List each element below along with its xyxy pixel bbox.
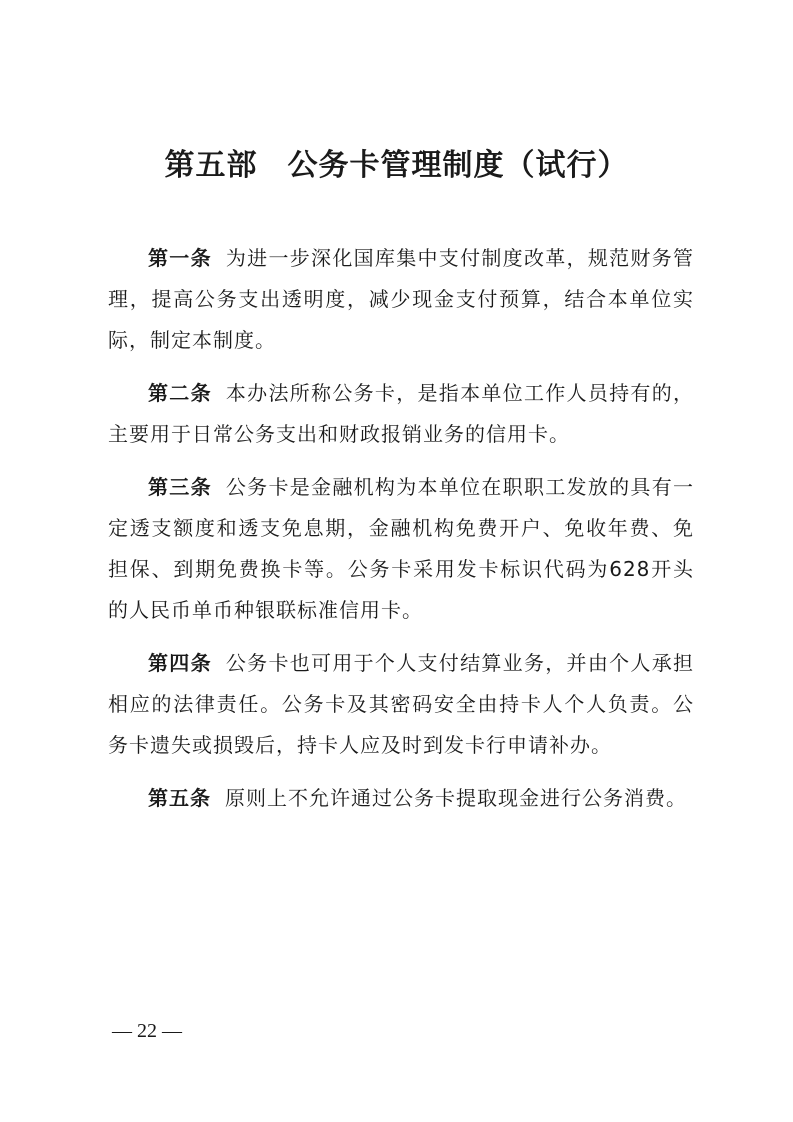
title-main: 公务卡管理制度（试行） (287, 148, 629, 183)
title-part: 第五部 (164, 148, 258, 183)
page-number: — 22 — (112, 1020, 182, 1042)
article-label: 第三条 (148, 475, 212, 499)
article-text: 本办法所称公务卡，是指本单位工作人员持有的，主要用于日常公务支出和财政报销业务的信用卡。 (108, 381, 694, 446)
article-3 (108, 467, 694, 631)
article-label: 第二条 (148, 381, 212, 405)
document-body (108, 238, 694, 831)
article-2 (108, 373, 694, 455)
article-4 (108, 643, 694, 766)
article-label: 第四条 (148, 651, 212, 675)
article-5 (108, 778, 694, 819)
article-label: 第一条 (148, 246, 212, 270)
article-text: 公务卡是金融机构为本单位在职职工发放的具有一定透支额度和透支免息期，金融机构免费开户、免收年费、免担保、到期免费换卡等。公务卡采用发卡标识代码为628开头的人民币单币种银联标准信用卡。 (108, 475, 694, 622)
article-text: 原则上不允许通过公务卡提取现金进行公务消费。 (225, 786, 687, 810)
article-text: 为进一步深化国库集中支付制度改革，规范财务管理，提高公务支出透明度，减少现金支付预算，结合本单位实际，制定本制度。 (108, 246, 694, 352)
document-title (0, 143, 793, 189)
article-label: 第五条 (148, 786, 211, 810)
article-text: 公务卡也可用于个人支付结算业务，并由个人承担相应的法律责任。公务卡及其密码安全由持卡人个人负责。公务卡遗失或损毁后，持卡人应及时到发卡行申请补办。 (108, 651, 694, 757)
article-1 (108, 238, 694, 361)
